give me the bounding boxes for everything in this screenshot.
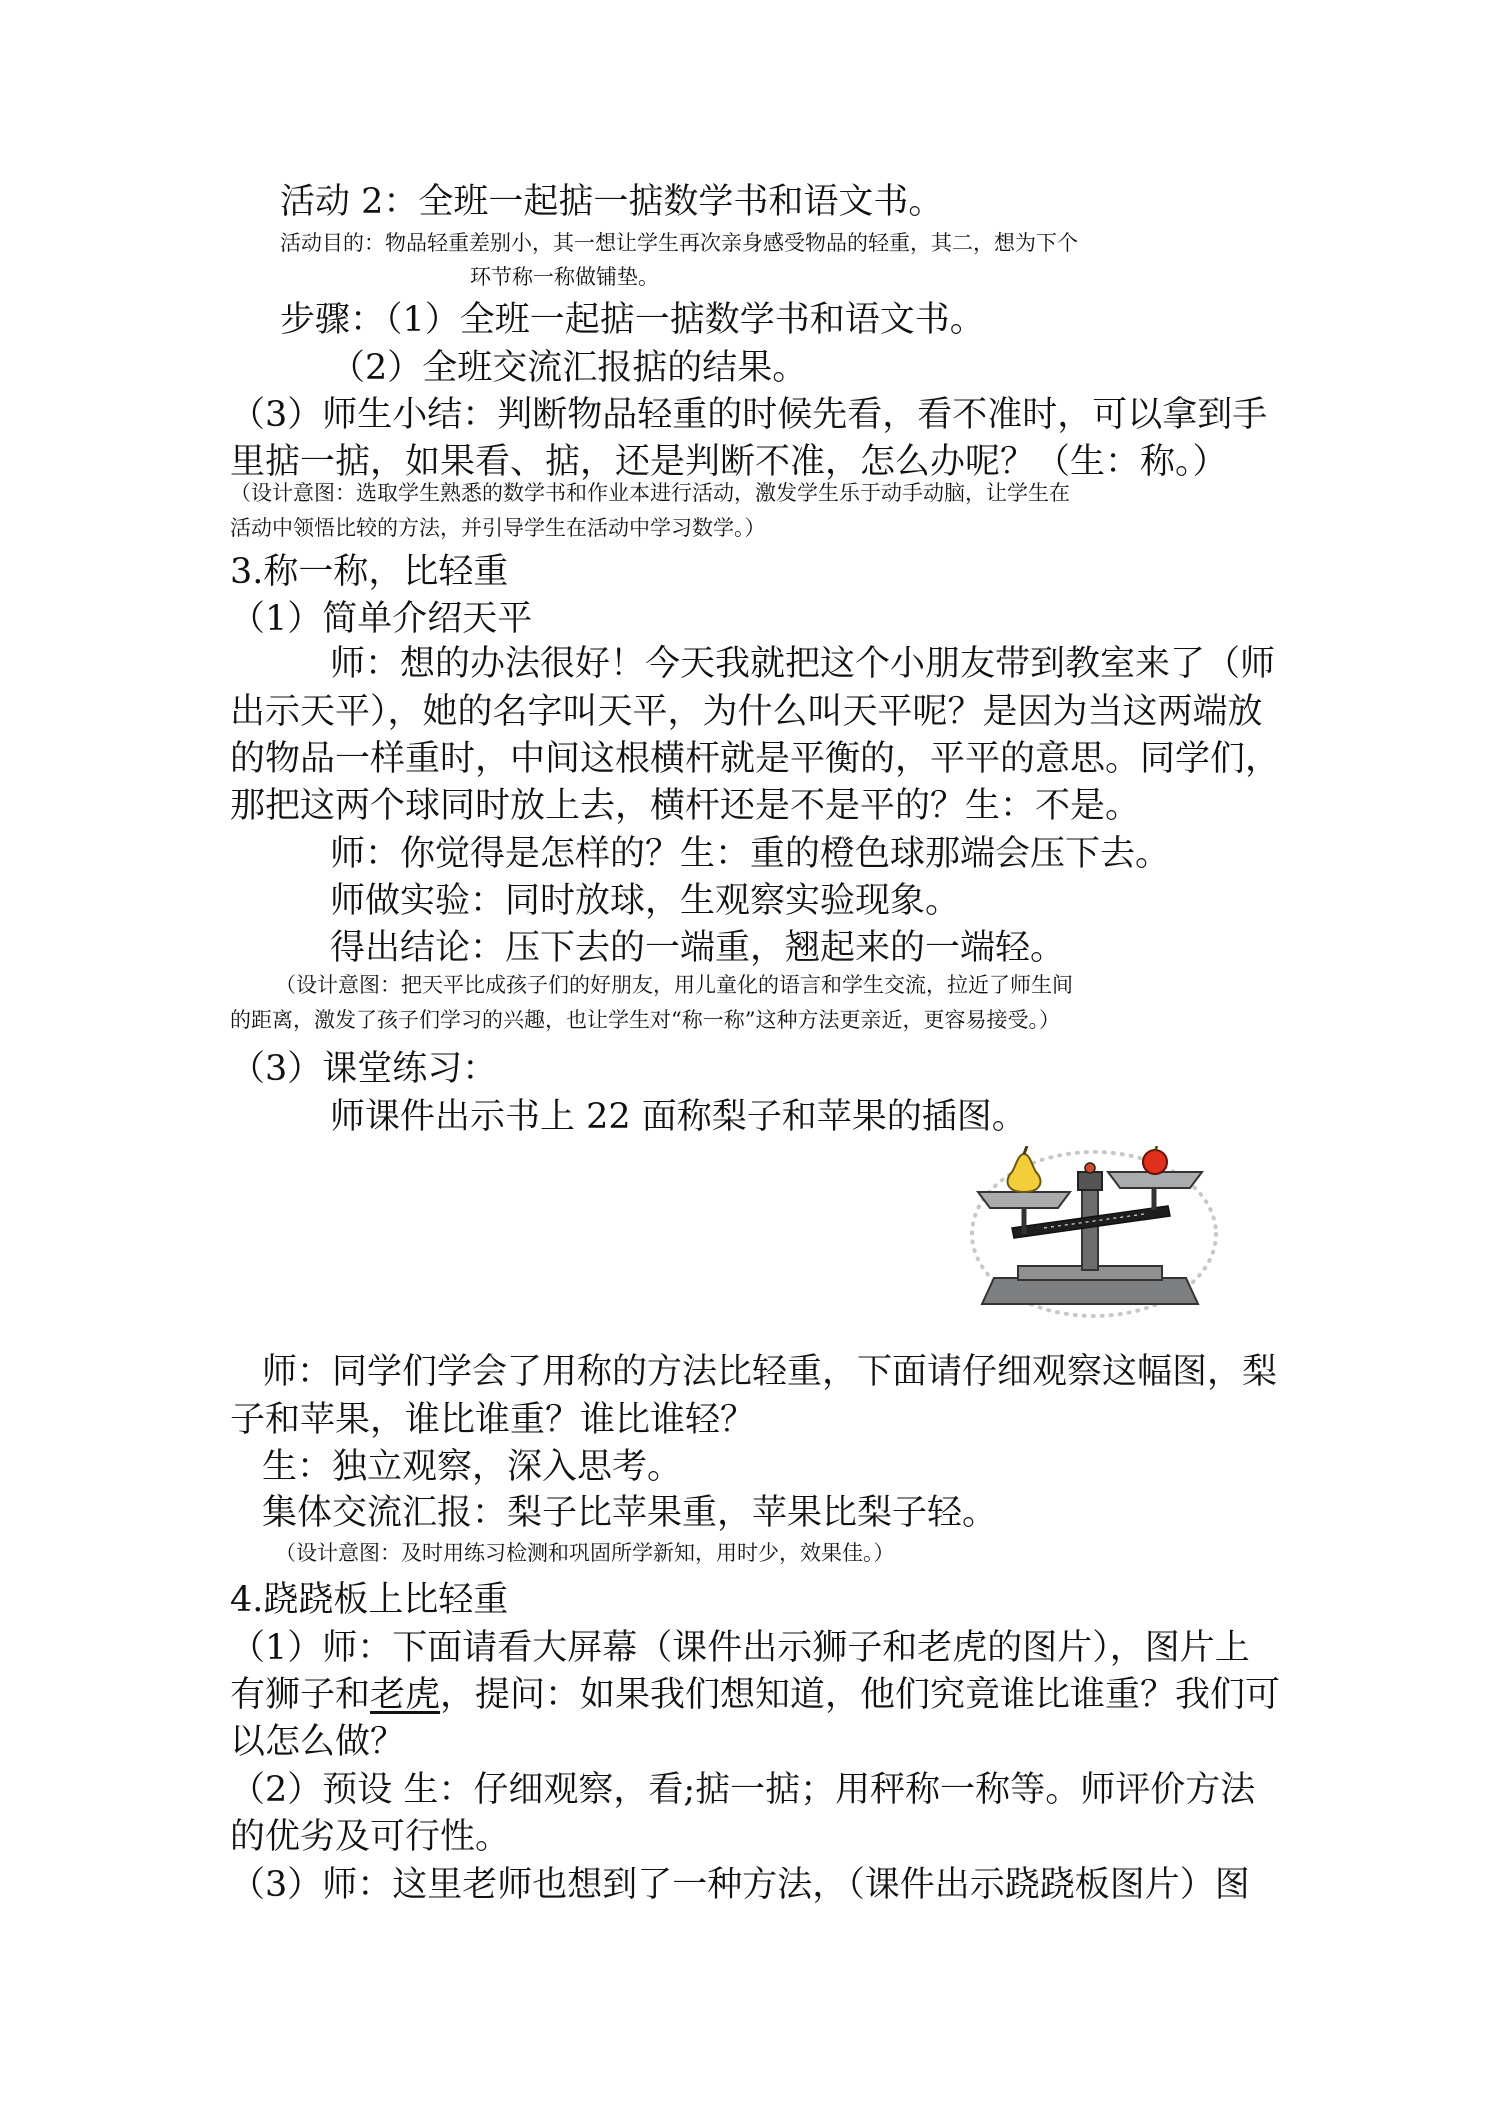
steps-line1: 步骤：（1）全班一起掂一掂数学书和语文书。 [280, 300, 985, 340]
experiment-line: 师做实验：同时放球，生观察实验现象。 [330, 881, 961, 921]
teacher-line4: 那把这两个球同时放上去，横杆还是不是平的？生：不是。 [230, 786, 1141, 826]
teacher-question: 师：你觉得是怎样的？生：重的橙色球那端会压下去。 [330, 834, 1171, 874]
observe-question-line2: 子和苹果，谁比谁重？谁比谁轻？ [230, 1400, 756, 1440]
underlined-tiger: 老虎 [370, 1675, 441, 1715]
preset-line1: （2）预设 生：仔细观察，看;掂一掂；用秤称一称等。师评价方法 [230, 1770, 1256, 1810]
seesaw-line: （3）师：这里老师也想到了一种方法，（课件出示跷跷板图片）图 [230, 1865, 1250, 1905]
design-intent-2-line1: （设计意图：把天平比成孩子们的好朋友，用儿童化的语言和学生交流，拉近了师生间 [275, 973, 1073, 997]
section4-line1: （1）师：下面请看大屏幕（课件出示狮子和老虎的图片），图片上 [230, 1628, 1250, 1668]
section4-line2-part2: ，提问：如果我们想知道，他们究竟谁比谁重？我们可 [440, 1675, 1281, 1715]
section3-heading: 3.称一称，比轻重 [230, 552, 509, 592]
section3-sub3: （3）课堂练习： [230, 1049, 498, 1089]
balance-scale-illustration [954, 1146, 1224, 1322]
teacher-line2: 出示天平），她的名字叫天平，为什么叫天平呢？是因为当这两端放 [230, 692, 1263, 732]
teacher-line1: 师：想的办法很好！今天我就把这个小朋友带到教室来了（师 [330, 644, 1276, 684]
summary-line2: 里掂一掂，如果看、掂，还是判断不准，怎么办呢？（生：称。） [230, 442, 1228, 482]
design-intent-2-line2: 的距离，激发了孩子们学习的兴趣，也让学生对“称一称”这种方法更亲近，更容易接受。） [230, 1008, 1060, 1032]
design-intent-3: （设计意图：及时用练习检测和巩固所学新知，用时少，效果佳。） [275, 1541, 895, 1565]
design-intent-1-line1: （设计意图：选取学生熟悉的数学书和作业本进行活动，激发学生乐于动手动脑，让学生在 [230, 481, 1070, 505]
steps-line2: （2）全班交流汇报掂的结果。 [330, 348, 808, 388]
design-intent-1-line2: 活动中领悟比较的方法，并引导学生在活动中学习数学。） [230, 516, 766, 540]
activity2-title: 活动 2：全班一起掂一掂数学书和语文书。 [280, 182, 944, 222]
section4-line2 [230, 1673, 1280, 1717]
activity-purpose-line1: 活动目的：物品轻重差别小，其一想让学生再次亲身感受物品的轻重，其二，想为下个 [280, 231, 1078, 255]
section4-heading: 4.跷跷板上比轻重 [230, 1580, 509, 1620]
section4-line2-part1: 有狮子和 [230, 1675, 371, 1715]
observe-question-line1: 师：同学们学会了用称的方法比轻重，下面请仔细观察这幅图，梨 [262, 1352, 1278, 1392]
activity-purpose-line2: 环节称一称做铺垫。 [470, 265, 659, 289]
preset-line2: 的优劣及可行性。 [230, 1817, 511, 1857]
practice-line: 师课件出示书上 22 面称梨子和苹果的插图。 [330, 1097, 1027, 1137]
section3-sub1: （1）简单介绍天平 [230, 599, 533, 639]
student-line: 生：独立观察，深入思考。 [262, 1447, 683, 1487]
section4-line3: 以怎么做？ [230, 1722, 406, 1762]
conclusion-line: 得出结论：压下去的一端重，翘起来的一端轻。 [330, 928, 1066, 968]
summary-line1: （3）师生小结：判断物品轻重的时候先看，看不准时，可以拿到手 [230, 395, 1268, 435]
teacher-line3: 的物品一样重时，中间这根横杆就是平衡的，平平的意思。同学们， [230, 739, 1281, 779]
report-line: 集体交流汇报：梨子比苹果重，苹果比梨子轻。 [262, 1493, 998, 1533]
